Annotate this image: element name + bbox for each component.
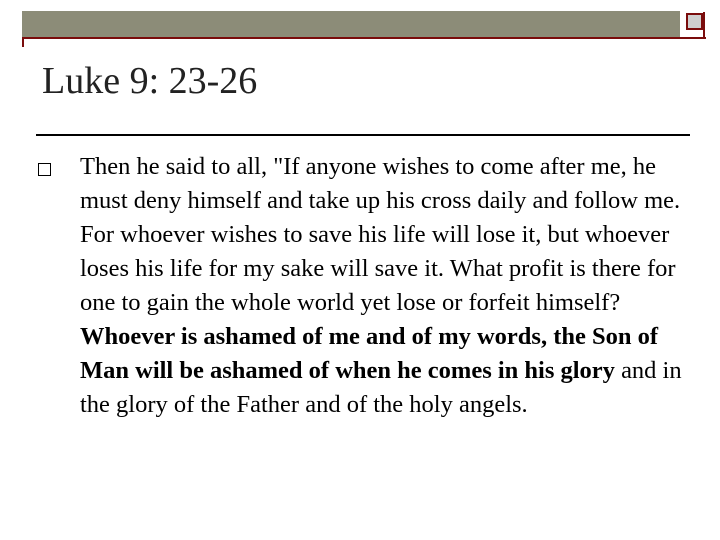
top-decor-band: [22, 11, 680, 37]
scripture-text-part-1: Then he said to all, "If anyone wishes to come after me, he must deny himself and take up his cross daily and follow me. For whoever wishes to save his life will lose it, but whoever loses his life for my sake will save it. What profit is there for one to gain the whole world yet lose or forfeit himself?: [80, 153, 681, 316]
top-decor-square: [686, 13, 703, 30]
scripture-text: [80, 150, 700, 422]
scripture-text-part-2: and in the glory of the Father and of the holy angels.: [80, 357, 682, 418]
slide-title: Luke 9: 23-26: [42, 60, 258, 102]
content-divider: [36, 134, 690, 136]
square-bullet-icon: [38, 163, 51, 176]
scripture-text-bold: Whoever is ashamed of me and of my words, the Son of Man will be ashamed of when he comes in his glory: [80, 323, 659, 384]
title-frame-right: [703, 12, 705, 39]
title-frame-bottom: [22, 37, 706, 39]
